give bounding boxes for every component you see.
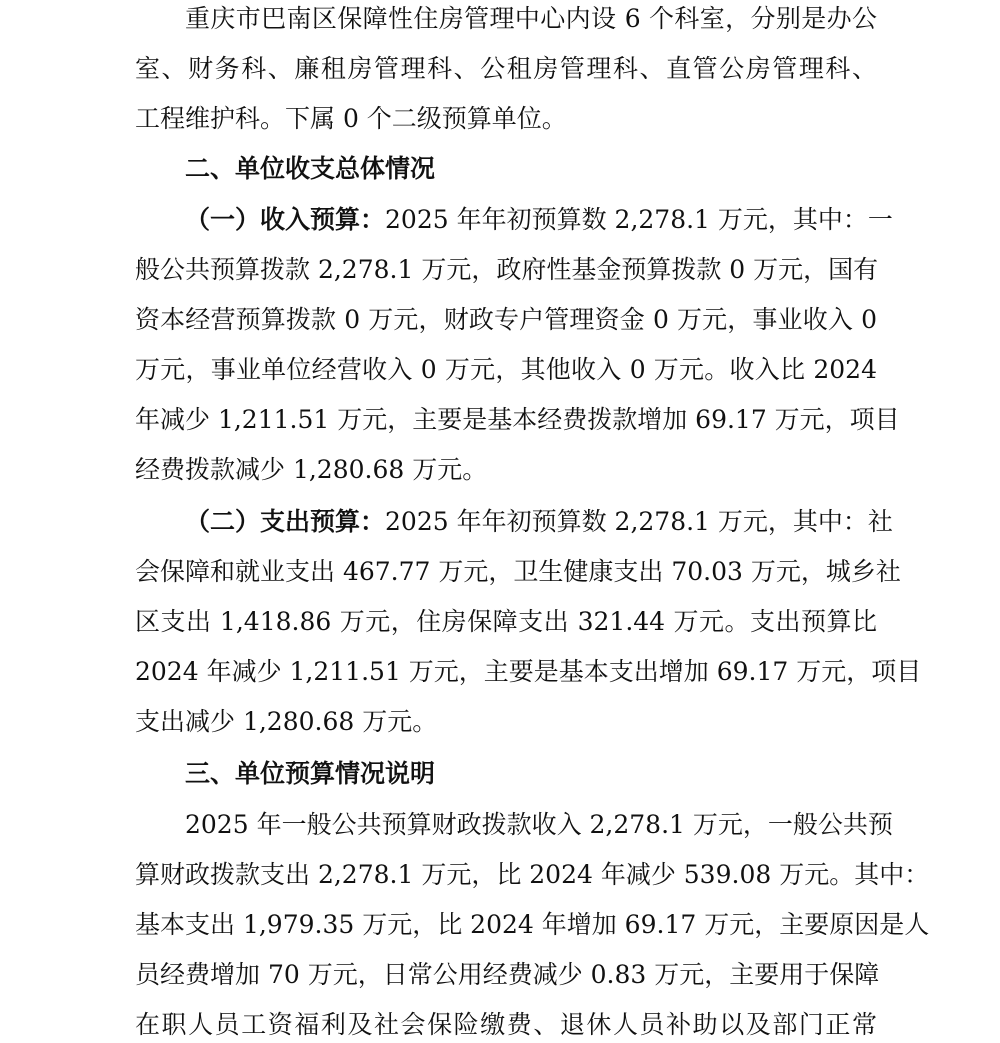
text-segment: 2025 年年初预算数 2,278.1 万元，其中：社 — [385, 507, 893, 536]
text-line: 2025 年一般公共预算财政拨款收入 2,278.1 万元，一般公共预 — [185, 810, 893, 839]
text-line: 2024 年减少 1,211.51 万元，主要是基本支出增加 69.17 万元，项目 — [135, 657, 922, 686]
text-line: 支出减少 1,280.68 万元。 — [135, 707, 438, 736]
text-line: 算财政拨款支出 2,278.1 万元，比 2024 年减少 539.08 万元。其中： — [135, 860, 930, 889]
text-line: 会保障和就业支出 467.77 万元，卫生健康支出 70.03 万元，城乡社 — [135, 557, 901, 586]
text-line: 般公共预算拨款 2,278.1 万元，政府性基金预算拨款 0 万元，国有 — [135, 255, 879, 284]
text-segment: 2025 年年初预算数 2,278.1 万元，其中：一 — [385, 205, 893, 234]
text-line: 重庆市巴南区保障性住房管理中心内设 6 个科室，分别是办公 — [185, 4, 877, 33]
text-line — [185, 505, 893, 539]
text-line — [185, 203, 893, 237]
income-label: （一）收入预算： — [185, 205, 386, 234]
text-line: 年减少 1,211.51 万元，主要是基本经费拨款增加 69.17 万元，项目 — [135, 405, 900, 434]
text-line: 资本经营预算拨款 0 万元，财政专户管理资金 0 万元，事业收入 0 — [135, 305, 877, 334]
text-line: 在职人员工资福利及社会保险缴费、退休人员补助以及部门正常 — [135, 1010, 877, 1039]
text-line: 员经费增加 70 万元，日常公用经费减少 0.83 万元，主要用于保障 — [135, 960, 880, 989]
text-line: 万元，事业单位经营收入 0 万元，其他收入 0 万元。收入比 2024 — [135, 355, 877, 384]
text-line: 工程维护科。下属 0 个二级预算单位。 — [135, 104, 567, 133]
text-line: 经费拨款减少 1,280.68 万元。 — [135, 455, 488, 484]
section-heading: 三、单位预算情况说明 — [185, 759, 436, 788]
text-line: 基本支出 1,979.35 万元，比 2024 年增加 69.17 万元，主要原因是人 — [135, 910, 930, 939]
expense-label: （二）支出预算： — [185, 507, 386, 536]
section-heading: 二、单位收支总体情况 — [185, 154, 436, 183]
text-line: 室、财务科、廉租房管理科、公租房管理科、直管公房管理科、 — [135, 54, 877, 83]
text-line: 区支出 1,418.86 万元，住房保障支出 321.44 万元。支出预算比 — [135, 607, 877, 636]
